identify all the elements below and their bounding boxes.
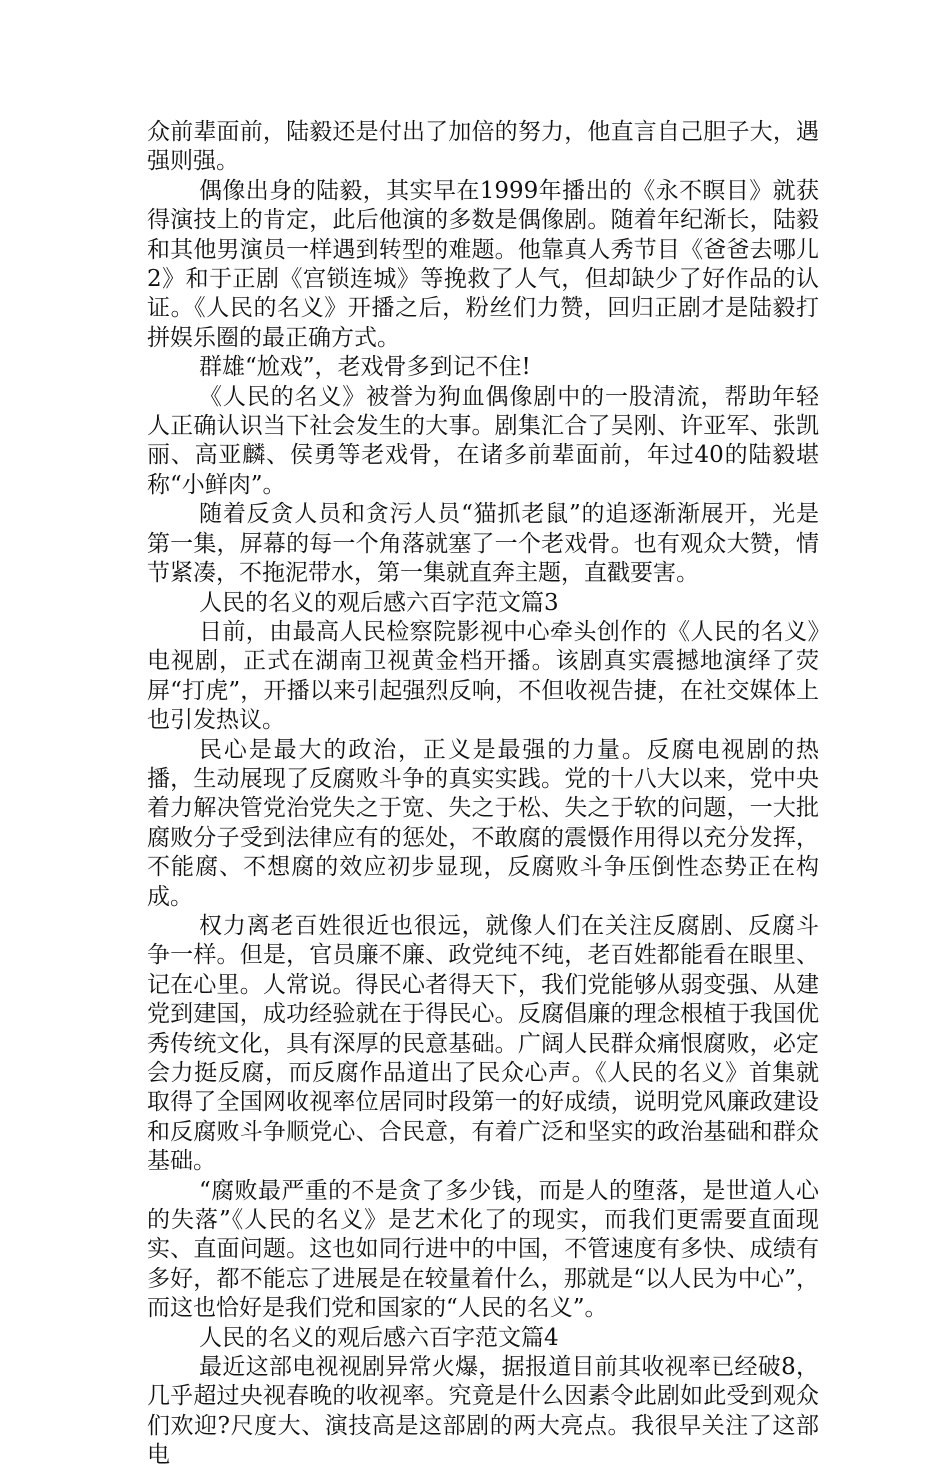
paragraph: 偶像出身的陆毅，其实早在1999年播出的《永不瞑目》就获得演技上的肯定，此后他演的多数是偶像剧。随着年纪渐长，陆毅和其他男演员一样遇到转型的难题。他靠真人秀节目《爸爸去哪儿2》和于正剧《宫锁连城》等挽救了人气，但却缺少了好作品的认证。《人民的名义》开播之后，粉丝们力赞，回归正剧才是陆毅打拼娱乐圈的最正确方式。 [147, 177, 819, 351]
paragraph: 民心是最大的政治，正义是最强的力量。反腐电视剧的热播，生动展现了反腐败斗争的真实实践。党的十八大以来，党中央着力解决管党治党失之于宽、失之于松、失之于软的问题，一大批腐败分子受到法律应有的惩处，不敢腐的震慑作用得以充分发挥，不能腐、不想腐的效应初步显现，反腐败斗争压倒性态势正在构成。 [147, 736, 819, 910]
paragraph: “腐败最严重的不是贪了多少钱，而是人的堕落，是世道人心的失落”《人民的名义》是艺术化了的现实，而我们更需要直面现实、直面问题。这也如同行进中的中国，不管速度有多快、成绩有多好，都不能忘了进展是在较量着什么，那就是“以人民为中心”，而这也恰好是我们党和国家的“人民的名义”。 [147, 1177, 819, 1322]
paragraph: 权力离老百姓很近也很远，就像人们在关注反腐剧、反腐斗争一样。但是，官员廉不廉、政党纯不纯，老百姓都能看在眼里、记在心里。人常说。得民心者得天下，我们党能够从弱变强、从建党到建国，成功经验就在于得民心。反腐倡廉的理念根植于我国优秀传统文化，具有深厚的民意基础。广阔人民群众痛恨腐败，必定会力挺反腐，而反腐作品道出了民众心声。《人民的名义》首集就取得了全国网收视率位居同时段第一的好成绩，说明党风廉政建设和反腐败斗争顺党心、合民意，有着广泛和坚实的政治基础和群众基础。 [147, 912, 819, 1175]
article-body [147, 118, 819, 1471]
paragraph-continued: 众前辈面前，陆毅还是付出了加倍的努力，他直言自己胆子大，遇强则强。 [147, 119, 819, 175]
section-title: 人民的名义的观后感六百字范文篇4 [199, 1324, 559, 1351]
paragraph: 最近这部电视视剧异常火爆，据报道目前其收视率已经破8，几乎超过央视春晚的收视率。究竟是什么因素令此剧如此受到观众们欢迎?尺度大、演技高是这部剧的两大亮点。我很早关注了这部电 [147, 1354, 819, 1469]
section-title: 人民的名义的观后感六百字范文篇3 [199, 589, 559, 616]
section-heading: 群雄“尬戏”，老戏骨多到记不住! [199, 354, 531, 381]
paragraph: 《人民的名义》被誉为狗血偶像剧中的一股清流，帮助年轻人正确认识当下社会发生的大事。剧集汇合了吴刚、许亚军、张凯丽、高亚麟、侯勇等老戏骨，在诸多前辈面前，年过40的陆毅堪称“小鲜肉”。 [147, 383, 819, 498]
paragraph: 日前，由最高人民检察院影视中心牵头创作的《人民的名义》电视剧，正式在湖南卫视黄金档开播。该剧真实震撼地演绎了荧屏“打虎”，开播以来引起强烈反响，不但收视告捷，在社交媒体上也引发热议。 [147, 618, 819, 734]
paragraph: 随着反贪人员和贪污人员“猫抓老鼠”的追逐渐渐展开，光是第一集，屏幕的每一个角落就塞了一个老戏骨。也有观众大赞，情节紧凑，不拖泥带水，第一集就直奔主题，直戳要害。 [147, 501, 819, 587]
